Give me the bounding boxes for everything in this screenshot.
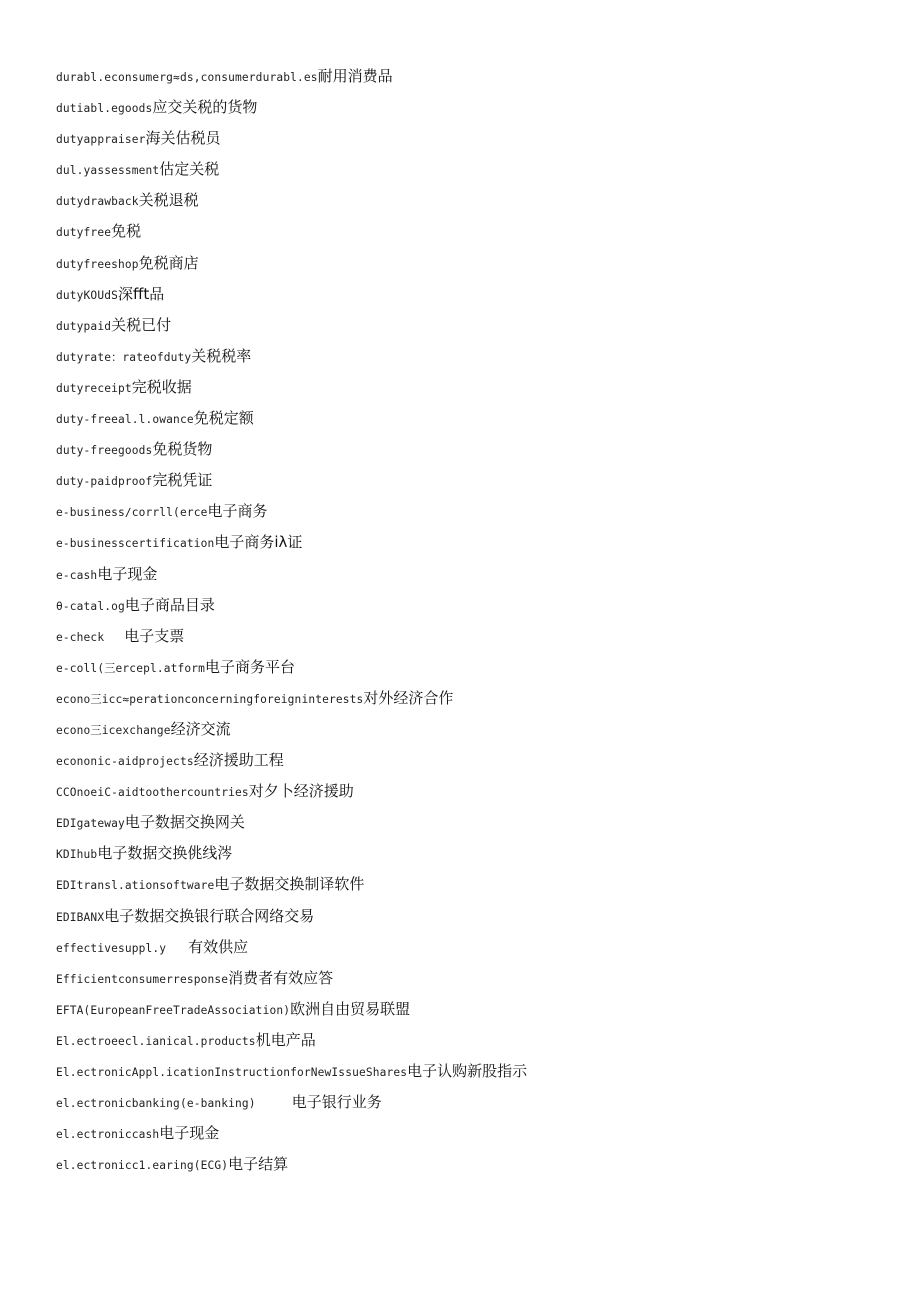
- term-en: KDIhub: [56, 848, 98, 862]
- list-item: [56, 873, 896, 904]
- glossary-list: [56, 65, 896, 1184]
- term-en: econonic-aidprojects: [56, 755, 194, 769]
- term-zh: 电子商品目录: [124, 595, 215, 614]
- list-item: [56, 656, 896, 687]
- list-item: [56, 594, 896, 625]
- term-zh: 免税商店: [138, 253, 199, 272]
- list-item: [56, 220, 896, 251]
- term-zh: 耐用消费品: [317, 67, 393, 85]
- term-en: Efficientconsumerresponse: [56, 972, 229, 986]
- term-zh: 估定关税: [159, 160, 220, 179]
- term-en: e-cash: [56, 568, 98, 582]
- list-item: [56, 936, 896, 967]
- term-en: dutydrawback: [56, 195, 139, 209]
- list-item: [56, 1122, 896, 1153]
- term-zh: 电子商务: [207, 502, 268, 521]
- term-en: duty-freegoods: [56, 444, 153, 458]
- term-zh: 电子现金: [97, 564, 158, 583]
- term-en: dutyappraiser: [56, 133, 146, 147]
- list-item: [56, 158, 896, 189]
- term-en: e-businesscertification: [56, 537, 215, 551]
- term-en: dutypaid: [56, 319, 112, 333]
- term-zh: 电子商务iλ证: [214, 533, 303, 552]
- term-zh: 电子银行业务: [291, 1093, 382, 1112]
- list-item: [56, 687, 896, 718]
- term-zh: 关税税率: [191, 346, 252, 365]
- term-zh: 电子数据交换佻线涔: [97, 844, 233, 863]
- list-item: [56, 407, 896, 438]
- list-item: [56, 376, 896, 407]
- list-item: [56, 563, 896, 594]
- term-zh: 深fft品: [117, 284, 165, 303]
- list-item: [56, 189, 896, 220]
- list-item: [56, 96, 896, 127]
- term-zh: 应交关税的货物: [152, 98, 258, 117]
- term-en: EFTA(EuropeanFreeTradeAssociation): [56, 1003, 291, 1017]
- term-zh: 关税退税: [138, 191, 199, 210]
- term-en: el.ectronicc1.earing(ECG): [56, 1159, 229, 1173]
- list-item: [56, 283, 896, 314]
- term-en: CCOnoeiC-aidtoothercountries: [56, 786, 249, 800]
- term-zh: 完税收据: [131, 377, 192, 396]
- term-zh: 免税定额: [193, 409, 254, 428]
- term-zh: 经济交流: [170, 719, 231, 738]
- term-en: El.ectroeecl.ianical.products: [56, 1034, 256, 1048]
- list-item: [56, 1153, 896, 1184]
- term-en: duty-paidproof: [56, 475, 153, 489]
- list-item: [56, 749, 896, 780]
- term-zh: 有效供应: [188, 937, 249, 956]
- list-item: [56, 345, 896, 376]
- list-item: [56, 1060, 896, 1091]
- term-en: dutiabl.egoods: [56, 102, 153, 116]
- term-zh: 电子结算: [228, 1155, 289, 1174]
- term-zh: 对夕卜经济援助: [248, 782, 354, 801]
- term-zh: 对外经济合作: [363, 688, 454, 707]
- list-item: [56, 842, 896, 873]
- term-en: e-coll(三ercepl.atform: [56, 661, 206, 675]
- term-en: e-business∕corrll(erce: [56, 506, 208, 520]
- term-zh: 电子认购新股指示: [407, 1062, 528, 1080]
- list-item: [56, 625, 896, 656]
- list-item: [56, 780, 896, 811]
- term-zh: 消费者有效应答: [228, 968, 334, 987]
- list-item: [56, 127, 896, 158]
- term-zh: 机电产品: [255, 1030, 316, 1049]
- term-en: el.ectroniccash: [56, 1128, 160, 1142]
- term-zh: 关税已付: [111, 315, 172, 334]
- term-zh: 电子商务平台: [205, 657, 296, 676]
- term-zh: 电子现金: [159, 1124, 220, 1143]
- list-item: [56, 531, 896, 562]
- list-item: [56, 718, 896, 749]
- term-en: dul.yassessment: [56, 164, 160, 178]
- list-item: [56, 438, 896, 469]
- term-zh: 电子数据交换网关: [124, 813, 245, 832]
- term-en: durabl.econsumerg≈ds,consumerdurabl.es: [56, 71, 318, 84]
- term-zh: 完税凭证: [152, 471, 213, 490]
- list-item: [56, 469, 896, 500]
- term-zh: 电子支票: [124, 626, 185, 645]
- list-item: [56, 65, 896, 96]
- term-en: dutyrate：rateofduty: [56, 350, 192, 364]
- term-en: dutyreceipt: [56, 381, 132, 395]
- term-en: e-check: [56, 630, 105, 644]
- list-item: [56, 1091, 896, 1122]
- term-zh: 免税货物: [152, 440, 213, 459]
- term-zh: 海关估税员: [145, 129, 221, 148]
- list-item: [56, 314, 896, 345]
- list-item: [56, 252, 896, 283]
- term-zh: 免税: [111, 222, 142, 241]
- term-en: econo三icc≈perationconcerningforeigninterests: [56, 692, 364, 706]
- term-en: θ-catal.og: [56, 599, 125, 613]
- term-en: el.ectronicbanking(e-banking): [56, 1097, 256, 1111]
- list-item: [56, 1029, 896, 1060]
- term-en: dutyfreeshop: [56, 257, 139, 271]
- term-en: dutyKOUdS: [56, 288, 118, 302]
- term-zh: 电子数据交换银行联合网络交易: [104, 906, 315, 925]
- term-en: econo三icexchange: [56, 723, 171, 737]
- list-item: [56, 998, 896, 1029]
- term-en: effectivesuppl.y: [56, 941, 167, 955]
- term-en: dutyfree: [56, 226, 112, 240]
- list-item: [56, 905, 896, 936]
- term-en: El.ectronicAppl.icationInstructionforNewIssueShares: [56, 1066, 408, 1079]
- list-item: [56, 500, 896, 531]
- term-zh: 经济援助工程: [193, 751, 284, 770]
- term-en: EDIBANX: [56, 910, 105, 924]
- list-item: [56, 811, 896, 842]
- term-zh: 欧洲自由贸易联盟: [290, 999, 411, 1018]
- term-en: duty-freeal.l.owance: [56, 413, 194, 427]
- term-zh: 电子数据交换制译软件: [214, 875, 365, 894]
- term-en: EDItransl.ationsoftware: [56, 879, 215, 893]
- term-en: EDIgateway: [56, 817, 125, 831]
- list-item: [56, 967, 896, 998]
